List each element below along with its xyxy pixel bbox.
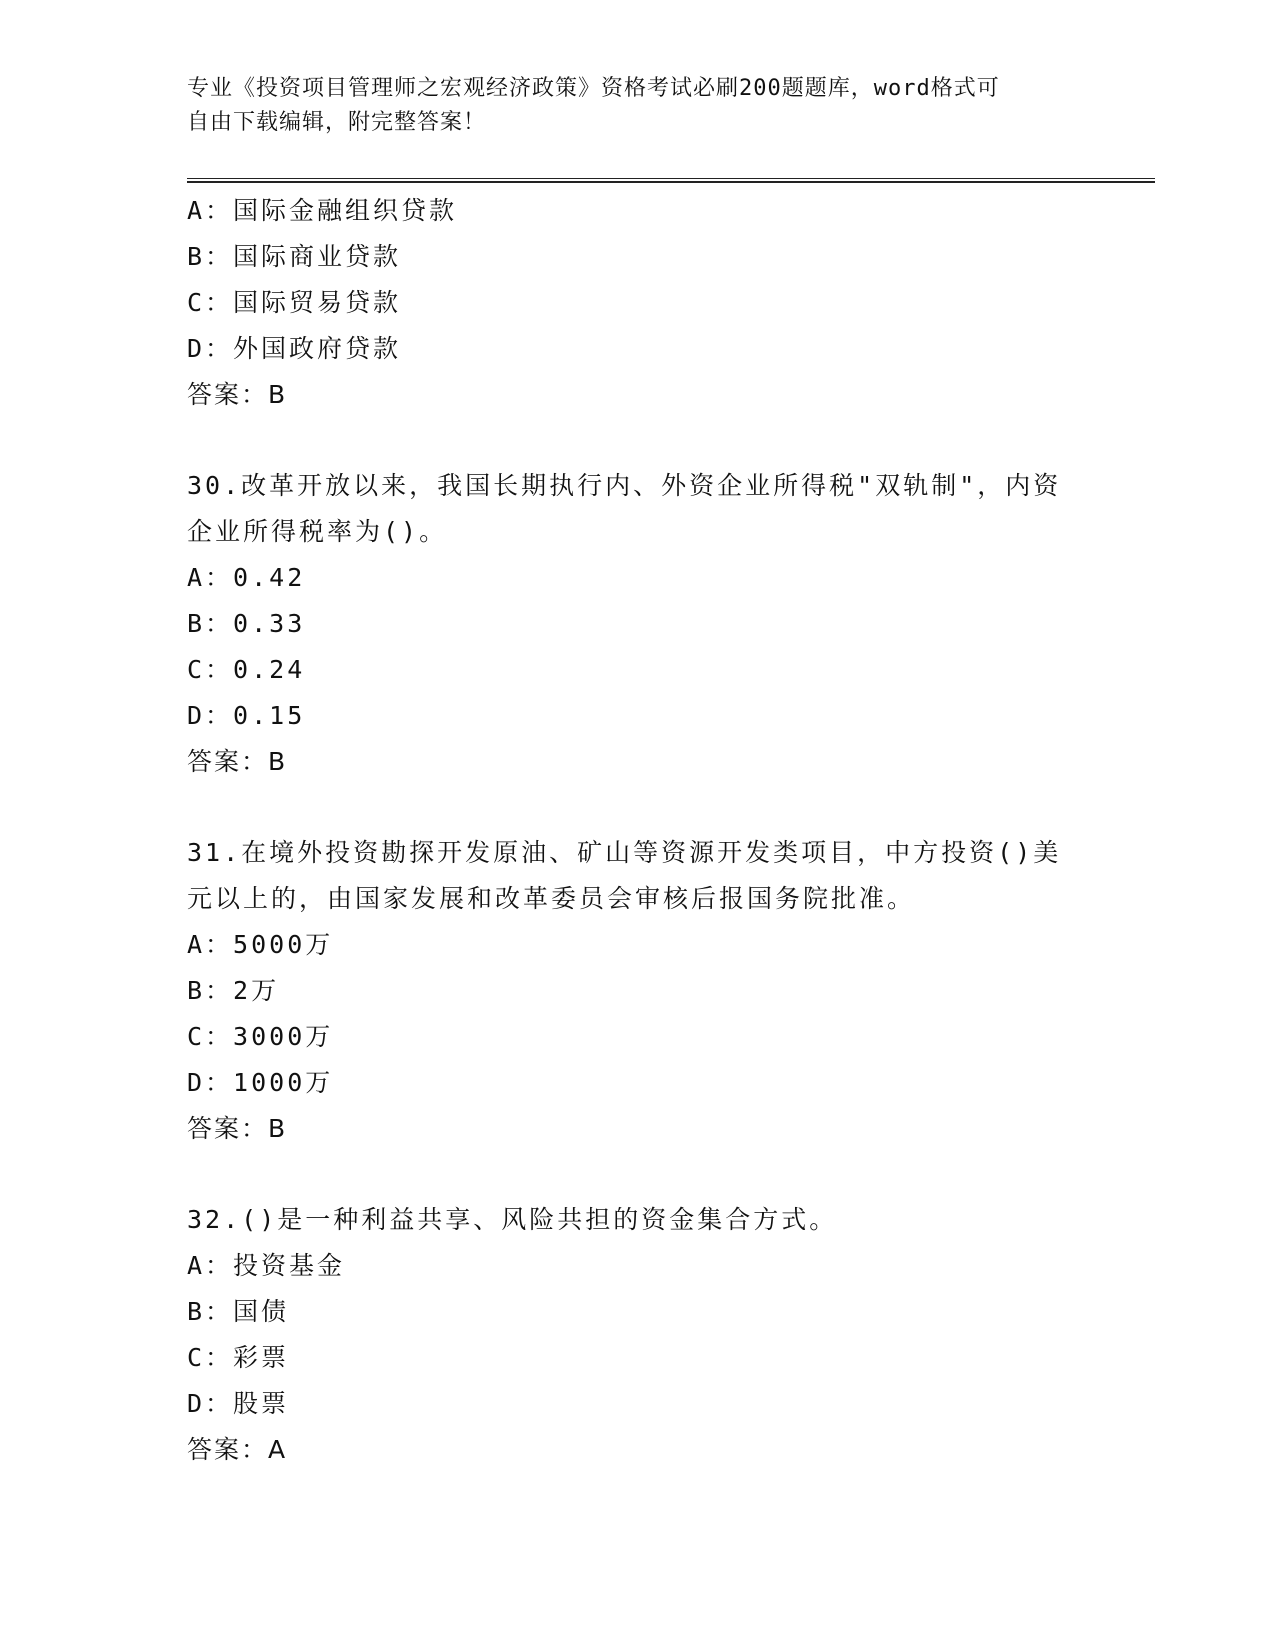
header-line-2: 自由下载编辑，附完整答案！: [187, 110, 487, 135]
option-b: B：国际商业贷款: [187, 242, 402, 271]
question-31: [187, 830, 1087, 1152]
option-c: C：0.24: [187, 655, 306, 684]
answer-line: 答案：B: [187, 380, 288, 409]
spacer: [187, 785, 1087, 830]
option-a: A：国际金融组织贷款: [187, 196, 458, 225]
option-c: C：彩票: [187, 1343, 290, 1372]
option-d: D：股票: [187, 1389, 290, 1418]
option-a: A：0.42: [187, 563, 306, 592]
option-d: D：外国政府贷款: [187, 334, 402, 363]
question-stem: 30.改革开放以来，我国长期执行内、外资企业所得税"双轨制"，内资企业所得税率为()。: [187, 471, 1062, 546]
question-30: [187, 463, 1087, 785]
header-line-1: 专业《投资项目管理师之宏观经济政策》资格考试必刷200题题库，word格式可: [187, 76, 1000, 101]
question-32: [187, 1197, 1087, 1473]
option-b: B：0.33: [187, 609, 306, 638]
answer-line: 答案：B: [187, 1114, 288, 1143]
option-b: B：2万: [187, 976, 280, 1005]
question-stem: 31.在境外投资勘探开发原油、矿山等资源开发类项目，中方投资()美元以上的，由国家发展和改革委员会审核后报国务院批准。: [187, 838, 1062, 913]
option-b: B：国债: [187, 1297, 290, 1326]
document-header: [187, 72, 1087, 140]
question-list: [187, 188, 1087, 1473]
option-c: C：国际贸易贷款: [187, 288, 402, 317]
option-a: A：投资基金: [187, 1251, 346, 1280]
header-divider: [187, 178, 1155, 183]
option-c: C：3000万: [187, 1022, 334, 1051]
option-d: D：1000万: [187, 1068, 334, 1097]
option-d: D：0.15: [187, 701, 306, 730]
answer-line: 答案：B: [187, 747, 288, 776]
option-a: A：5000万: [187, 930, 334, 959]
spacer: [187, 418, 1087, 463]
question-29: [187, 188, 1087, 418]
spacer: [187, 1152, 1087, 1197]
question-stem: 32.()是一种利益共享、风险共担的资金集合方式。: [187, 1205, 838, 1234]
answer-line: 答案：A: [187, 1435, 288, 1464]
